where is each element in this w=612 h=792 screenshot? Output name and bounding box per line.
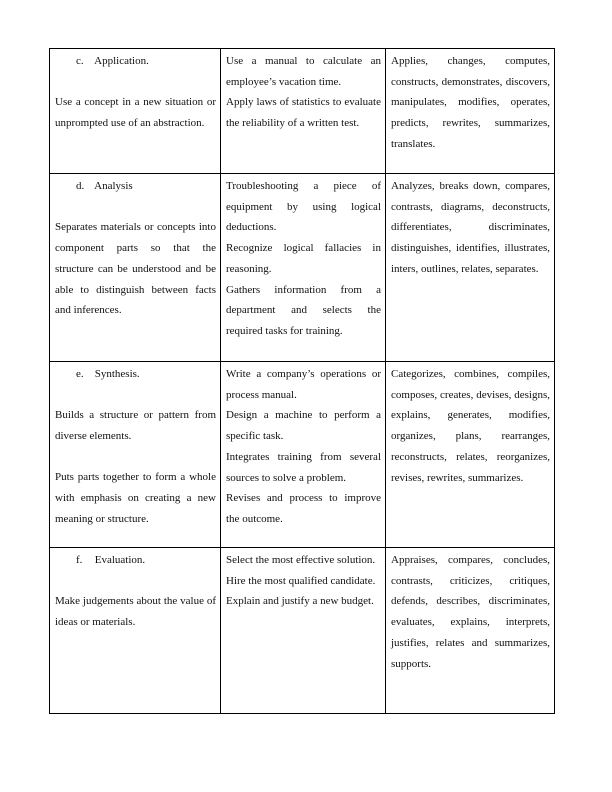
level-heading (55, 550, 216, 571)
table-row-application (50, 49, 555, 174)
verbs-cell (386, 548, 555, 714)
verbs-cell (386, 49, 555, 174)
table-row-analysis (50, 174, 555, 362)
example: Recognize logical fallacies in reasoning. (226, 242, 381, 275)
example: Explain and justify a new budget. (226, 595, 374, 608)
level-heading (55, 176, 216, 197)
example: Use a manual to calculate an employee’s vacation time. (226, 55, 381, 88)
example: Gathers information from a department and selects the required tasks for training. (226, 283, 381, 337)
verbs-cell (386, 174, 555, 362)
verbs-cell (386, 362, 555, 548)
level-description: Puts parts together to form a whole with emphasis on creating a new meaning or structure. (55, 471, 216, 525)
example: Design a machine to perform a specific task. (226, 409, 381, 443)
examples-cell (221, 49, 386, 174)
level-cell (50, 362, 221, 548)
level-cell (50, 49, 221, 174)
example: Hire the most qualified candidate. (226, 574, 376, 587)
level-description: Make judgements about the value of ideas or materials. (55, 595, 216, 629)
level-description: Builds a structure or pattern from diverse elements. (55, 409, 216, 443)
level-label: d. (76, 180, 85, 192)
table-row-evaluation (50, 548, 555, 714)
verbs-list: Analyzes, breaks down, compares, contrasts, diagrams, deconstructs, differentiates, discriminates, distinguishes, identifies, illustrates, inters, outlines, relates, separates. (391, 180, 550, 275)
example: Integrates training from several sources to solve a problem. (226, 450, 381, 484)
level-description: Separates materials or concepts into component parts so that the structure can be understood and be able to distinguish between facts and inferences. (55, 221, 216, 317)
examples-cell (221, 548, 386, 714)
example: Apply laws of statistics to evaluate the reliability of a written test. (226, 96, 381, 130)
level-heading (55, 364, 216, 385)
level-label: f. (76, 554, 83, 566)
example: Write a company’s operations or process manual. (226, 368, 381, 401)
level-title: Application. (94, 55, 149, 67)
example: Troubleshooting a piece of equipment by using logical deductions. (226, 180, 381, 234)
example: Revises and process to improve the outcome. (226, 492, 381, 525)
level-heading (55, 51, 216, 72)
example: Select the most effective solution. (226, 554, 376, 566)
taxonomy-table (49, 48, 555, 714)
table-row-synthesis (50, 362, 555, 548)
level-title: Synthesis. (94, 368, 140, 380)
level-label: e. (76, 368, 84, 380)
level-description: Use a concept in a new situation or unprompted use of an abstraction. (55, 96, 216, 130)
level-title: Analysis (94, 180, 133, 192)
verbs-list: Categorizes, combines, compiles, composes, creates, devises, designs, explains, generates, modifies, organizes, plans, rearranges, reconstructs, relates, reorganizes, revises, rewrites, summarizes. (391, 368, 550, 484)
examples-cell (221, 362, 386, 548)
level-label: c. (76, 55, 84, 67)
examples-cell (221, 174, 386, 362)
verbs-list: Appraises, compares, concludes, contrasts, criticizes, critiques, defends, describes, discriminates, evaluates, explains, interprets, justifies, relates and summarizes, supports. (391, 554, 550, 670)
verbs-list: Applies, changes, computes, constructs, demonstrates, discovers, manipulates, modifies, operates, predicts, rewrites, summarizes, translates. (391, 55, 550, 150)
level-cell (50, 174, 221, 362)
level-cell (50, 548, 221, 714)
level-title: Evaluation. (94, 554, 146, 566)
